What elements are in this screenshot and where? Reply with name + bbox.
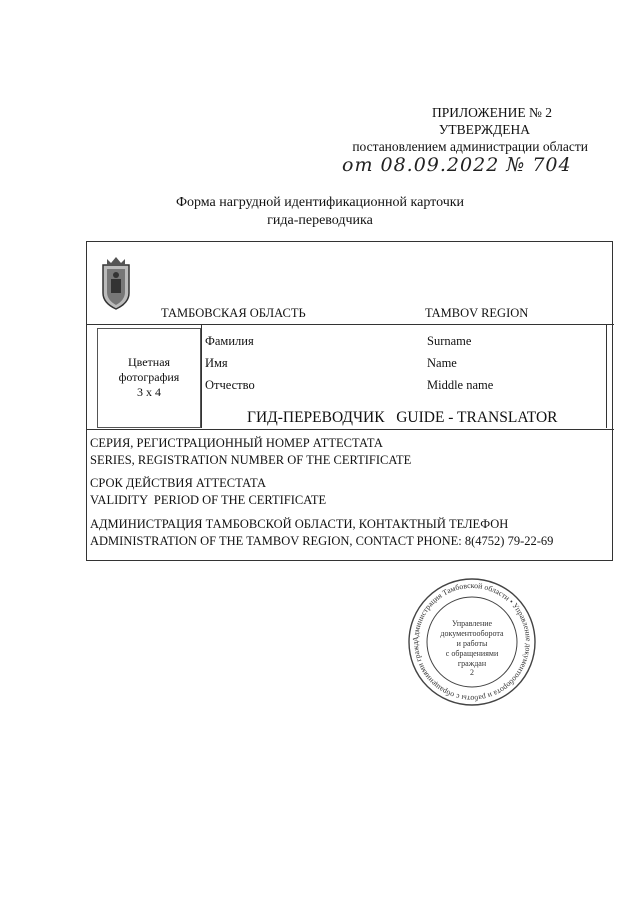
validity-en: VALIDITY PERIOD OF THE CERTIFICATE <box>90 493 327 507</box>
region-en: TAMBOV REGION <box>425 306 529 320</box>
photo-label-1: Цветная <box>127 355 171 369</box>
field-middle-en: Middle name <box>427 378 494 392</box>
id-card-form <box>86 241 613 561</box>
form-subtitle: гида-переводчика <box>267 213 373 228</box>
stamp-line-4: с обращениями <box>445 649 499 658</box>
appendix-number: ПРИЛОЖЕНИЕ № 2 <box>431 105 552 120</box>
series-ru: СЕРИЯ, РЕГИСТРАЦИОННЫЙ НОМЕР АТТЕСТАТА <box>90 436 383 450</box>
stamp-line-5: граждан <box>457 659 487 668</box>
stamp-ring-text: Администрация Тамбовской области • Управление документооборота и работы с обращениями гражд <box>410 580 534 704</box>
handwritten-date: от 08.09.2022 № 704 <box>342 154 572 176</box>
form-title: Форма нагрудной идентификационной карточки <box>175 195 465 210</box>
stamp-number: 2 <box>470 668 474 677</box>
photo-placeholder <box>97 328 201 428</box>
coat-of-arms-icon <box>95 255 137 311</box>
stamp-seal-icon <box>406 576 538 708</box>
stamp-line-1: Управление <box>451 619 493 628</box>
field-middle-ru: Отчество <box>205 378 255 392</box>
approved-label: УТВЕРЖДЕНА <box>438 122 530 137</box>
role-title: ГИД-ПЕРЕВОДЧИК GUIDE - TRANSLATOR <box>247 409 558 426</box>
photo-label-2: фотография <box>118 370 180 384</box>
field-name-en: Name <box>427 356 457 370</box>
official-stamp <box>406 576 538 708</box>
photo-label-3: 3 x 4 <box>137 385 161 399</box>
field-surname-ru: Фамилия <box>205 334 254 348</box>
admin-ru: АДМИНИСТРАЦИЯ ТАМБОВСКОЙ ОБЛАСТИ, КОНТАКТНЫЙ ТЕЛЕФОН <box>90 517 509 531</box>
stamp-line-3: и работы <box>456 639 488 648</box>
stamp-line-2: документооборота <box>440 629 504 638</box>
series-en: SERIES, REGISTRATION NUMBER OF THE CERTIFICATE <box>90 453 412 467</box>
admin-en: ADMINISTRATION OF THE TAMBOV REGION, CONTACT PHONE: 8(4752) 79-22-69 <box>90 534 554 548</box>
region-ru: ТАМБОВСКАЯ ОБЛАСТЬ <box>161 306 306 320</box>
appendix-header <box>352 104 588 155</box>
field-surname-en: Surname <box>427 334 472 348</box>
field-name-ru: Имя <box>205 356 228 370</box>
validity-ru: СРОК ДЕЙСТВИЯ АТТЕСТАТА <box>90 476 267 490</box>
decree-text: постановлением администрации области <box>352 139 588 154</box>
